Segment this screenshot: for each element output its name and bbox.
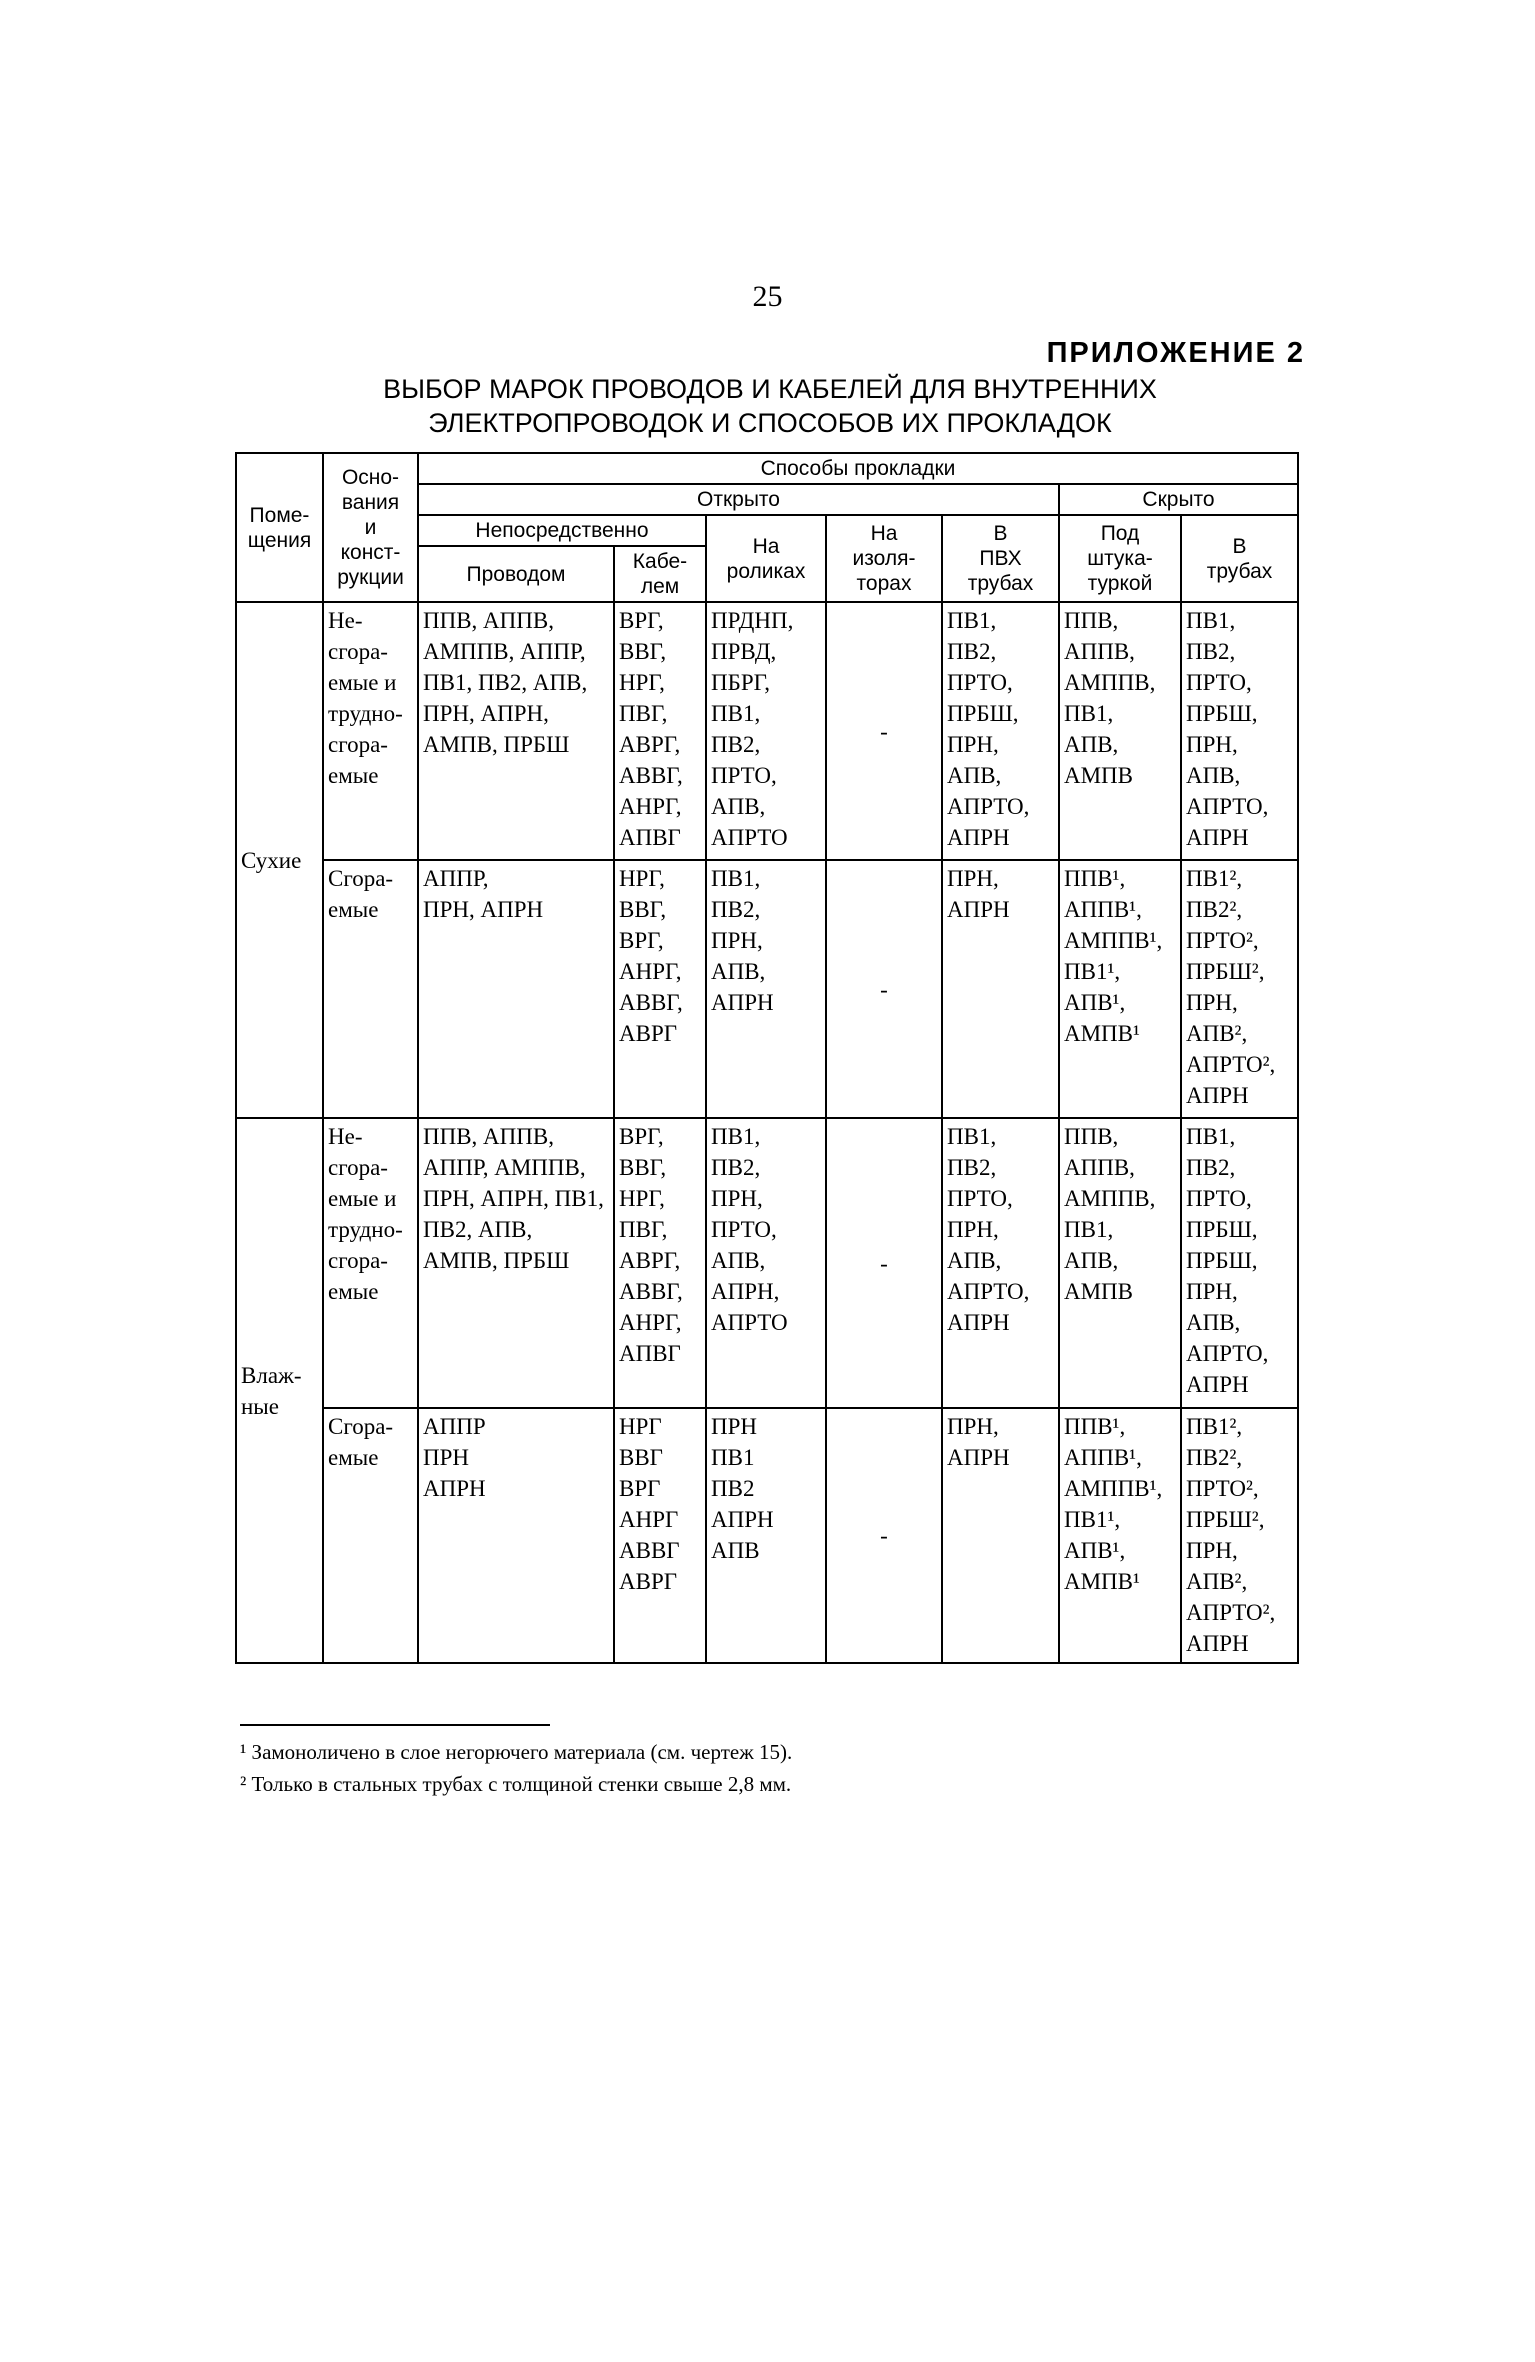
rollers-cell: ПРДНП, ПРВД, ПБРГ, ПВ1, ПВ2, ПРТО, АПВ, АПРТО: [706, 602, 826, 860]
insulators-cell: -: [826, 1408, 942, 1663]
base-cell: Не- сгора- емые и трудно- сгора- емые: [323, 1118, 418, 1408]
header-pvc: В ПВХ трубах: [942, 515, 1059, 602]
cable-cell: НРГ, ВВГ, ВРГ, АНРГ, АВВГ, АВРГ: [614, 860, 706, 1118]
base-cell: Сгора- емые: [323, 1408, 418, 1663]
pvc-cell: ПВ1, ПВ2, ПРТО, ПРН, АПВ, АПРТО, АПРН: [942, 1118, 1059, 1408]
cable-cell: ВРГ, ВВГ, НРГ, ПВГ, АВРГ, АВВГ, АНРГ, АПВГ: [614, 1118, 706, 1408]
plaster-cell: ППВ¹, АППВ¹, АМППВ¹, ПВ1¹, АПВ¹, АМПВ¹: [1059, 1408, 1181, 1663]
wiring-selection-table: [235, 452, 1299, 1664]
header-hidden: Скрыто: [1059, 484, 1298, 515]
insulators-cell: -: [826, 860, 942, 1118]
header-cable: Кабе- лем: [614, 546, 706, 602]
tubes-cell: ПВ1², ПВ2², ПРТО², ПРБШ², ПРН, АПВ², АПРТО², АПРН: [1181, 860, 1298, 1118]
insulators-cell: -: [826, 602, 942, 860]
wire-cell: АППР, ПРН, АПРН: [418, 860, 614, 1118]
tubes-cell: ПВ1², ПВ2², ПРТО², ПРБШ², ПРН, АПВ², АПРТО², АПРН: [1181, 1408, 1298, 1663]
room-wet: Влаж- ные: [236, 1118, 323, 1663]
tubes-cell: ПВ1, ПВ2, ПРТО, ПРБШ, ПРБШ, ПРН, АПВ, АПРТО, АПРН: [1181, 1118, 1298, 1408]
page-title: [235, 372, 1305, 440]
rollers-cell: ПВ1, ПВ2, ПРН, ПРТО, АПВ, АПРН, АПРТО: [706, 1118, 826, 1408]
pvc-cell: ПРН, АПРН: [942, 860, 1059, 1118]
wire-cell: ППВ, АППВ, АМППВ, АППР, ПВ1, ПВ2, АПВ, ПРН, АПРН, АМПВ, ПРБШ: [418, 602, 614, 860]
page-number: 25: [752, 280, 783, 313]
footnote-2: ² Только в стальных трубах с толщиной стенки свыше 2,8 мм.: [240, 1772, 792, 1796]
base-cell: Сгора- емые: [323, 860, 418, 1118]
header-wire: Проводом: [418, 546, 614, 602]
pvc-cell: ПВ1, ПВ2, ПРТО, ПРБШ, ПРН, АПВ, АПРТО, АПРН: [942, 602, 1059, 860]
insulators-cell: -: [826, 1118, 942, 1408]
header-methods: Способы прокладки: [418, 453, 1298, 484]
rollers-cell: ПРН ПВ1 ПВ2 АПРН АПВ: [706, 1408, 826, 1663]
plaster-cell: ППВ, АППВ, АМППВ, ПВ1, АПВ, АМПВ: [1059, 1118, 1181, 1408]
header-rooms: Поме- щения: [236, 453, 323, 602]
wire-cell: ППВ, АППВ, АППР, АМППВ, ПРН, АПРН, ПВ1, ПВ2, АПВ, АМПВ, ПРБШ: [418, 1118, 614, 1408]
room-dry: Сухие: [236, 602, 323, 1118]
header-tubes: В трубах: [1181, 515, 1298, 602]
header-open: Открыто: [418, 484, 1059, 515]
header-direct: Непосредственно: [418, 515, 706, 546]
plaster-cell: ППВ¹, АППВ¹, АМППВ¹, ПВ1¹, АПВ¹, АМПВ¹: [1059, 860, 1181, 1118]
rollers-cell: ПВ1, ПВ2, ПРН, АПВ, АПРН: [706, 860, 826, 1118]
pvc-cell: ПРН, АПРН: [942, 1408, 1059, 1663]
header-rollers: На роликах: [706, 515, 826, 602]
appendix-label: ПРИЛОЖЕНИЕ 2: [1046, 337, 1305, 369]
header-bases: Осно- вания и конст- рукции: [323, 453, 418, 602]
header-plaster: Под штука- туркой: [1059, 515, 1181, 602]
tubes-cell: ПВ1, ПВ2, ПРТО, ПРБШ, ПРН, АПВ, АПРТО, АПРН: [1181, 602, 1298, 860]
title-line-1: ВЫБОР МАРОК ПРОВОДОВ И КАБЕЛЕЙ ДЛЯ ВНУТРЕННИХ: [383, 374, 1157, 404]
base-cell: Не- сгора- емые и трудно- сгора- емые: [323, 602, 418, 860]
plaster-cell: ППВ, АППВ, АМППВ, ПВ1, АПВ, АМПВ: [1059, 602, 1181, 860]
title-line-2: ЭЛЕКТРОПРОВОДОК И СПОСОБОВ ИХ ПРОКЛАДОК: [428, 408, 1112, 438]
cable-cell: НРГ ВВГ ВРГ АНРГ АВВГ АВРГ: [614, 1408, 706, 1663]
header-insulators: На изоля- торах: [826, 515, 942, 602]
cable-cell: ВРГ, ВВГ, НРГ, ПВГ, АВРГ, АВВГ, АНРГ, АПВГ: [614, 602, 706, 860]
footnote-1: ¹ Замоноличено в слое негорючего материала (см. чертеж 15).: [240, 1740, 793, 1764]
footnote-divider: [240, 1724, 550, 1726]
wire-cell: АППР ПРН АПРН: [418, 1408, 614, 1663]
